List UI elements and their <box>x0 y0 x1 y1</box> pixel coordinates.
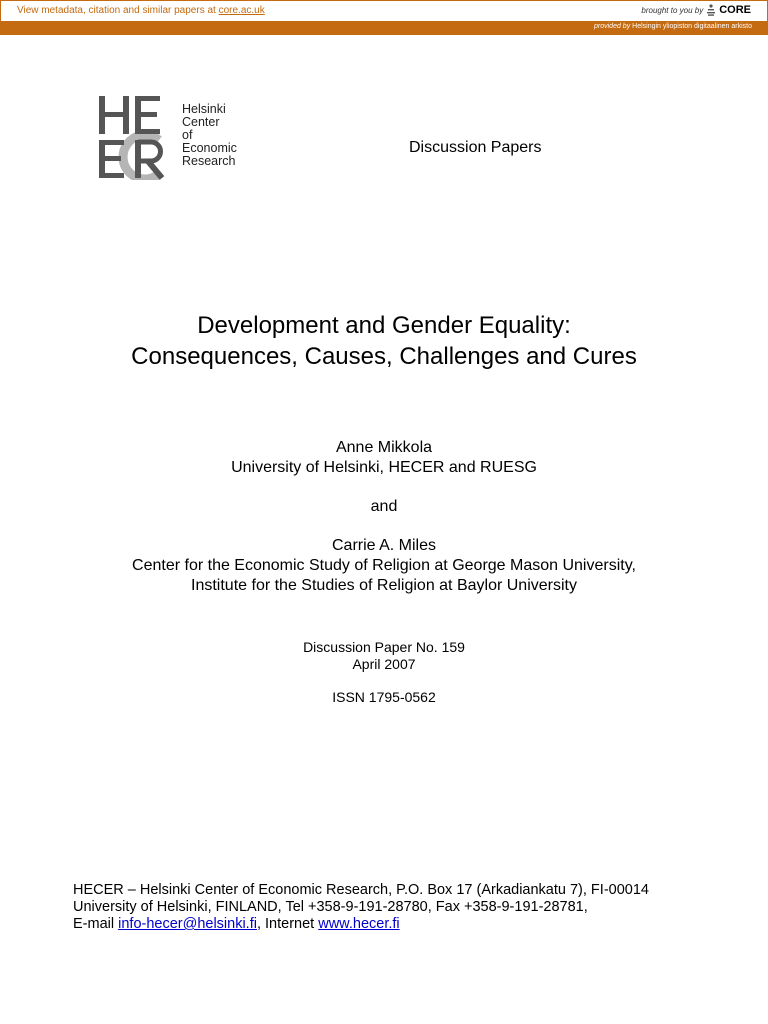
footer-line-2: University of Helsinki, FINLAND, Tel +358-9-191-28780, Fax +358-9-191-28781, <box>73 899 588 915</box>
provided-prefix: provided by <box>594 23 631 30</box>
logo-line: Center <box>182 115 220 129</box>
author-1 <box>0 438 768 478</box>
brought-by-text: brought to you by <box>641 5 704 15</box>
core-banner <box>0 0 768 35</box>
provider-name: Helsingin yliopiston digitaalinen arkisto <box>630 23 752 30</box>
logo-line: Economic <box>182 141 237 155</box>
paper-date: April 2007 <box>352 656 416 672</box>
footer-line-3 <box>73 916 733 933</box>
hecer-logo-text <box>182 103 237 168</box>
email-link[interactable]: info-hecer@helsinki.fi <box>118 916 257 932</box>
author-2-affiliation-2: Institute for the Studies of Religion at Baylor University <box>191 577 577 594</box>
title-line-2: Consequences, Causes, Challenges and Cures <box>131 343 637 370</box>
core-link[interactable]: core.ac.uk <box>218 5 265 16</box>
provided-by-text <box>594 23 752 30</box>
author-2 <box>0 536 768 596</box>
email-prefix: E-mail <box>73 916 119 932</box>
author-1-affiliation: University of Helsinki, HECER and RUESG <box>231 459 537 476</box>
author-2-affiliation-1: Center for the Economic Study of Religion at George Mason University, <box>132 557 636 574</box>
author-1-name: Anne Mikkola <box>335 439 433 456</box>
author-2-name: Carrie A. Miles <box>331 537 437 554</box>
core-logo-icon <box>706 4 716 16</box>
paper-info <box>0 639 768 673</box>
issn: ISSN 1795-0562 <box>332 689 436 705</box>
logo-line: Helsinki <box>182 102 226 116</box>
core-metadata-label: View metadata, citation and similar papers at <box>17 5 219 16</box>
core-name: CORE <box>719 4 751 16</box>
footer-line-1: HECER – Helsinki Center of Economic Research, P.O. Box 17 (Arkadiankatu 7), FI-00014 <box>73 882 649 898</box>
internet-prefix: , Internet <box>256 916 319 932</box>
footer-address <box>73 882 733 933</box>
series-label: Discussion Papers <box>409 139 542 156</box>
logo-line: Research <box>182 154 236 168</box>
core-banner-top <box>0 0 768 22</box>
core-banner-provider <box>0 22 768 35</box>
core-brand[interactable] <box>641 4 751 16</box>
hecer-logo-mark <box>99 96 179 180</box>
hecer-logo <box>99 96 259 180</box>
website-link[interactable]: www.hecer.fi <box>318 916 400 932</box>
conjunction: and <box>370 498 398 515</box>
core-metadata-text <box>17 5 265 16</box>
logo-line: of <box>182 128 193 142</box>
paper-number: Discussion Paper No. 159 <box>303 639 465 655</box>
paper-title <box>0 310 768 372</box>
title-line-1: Development and Gender Equality: <box>197 312 571 339</box>
